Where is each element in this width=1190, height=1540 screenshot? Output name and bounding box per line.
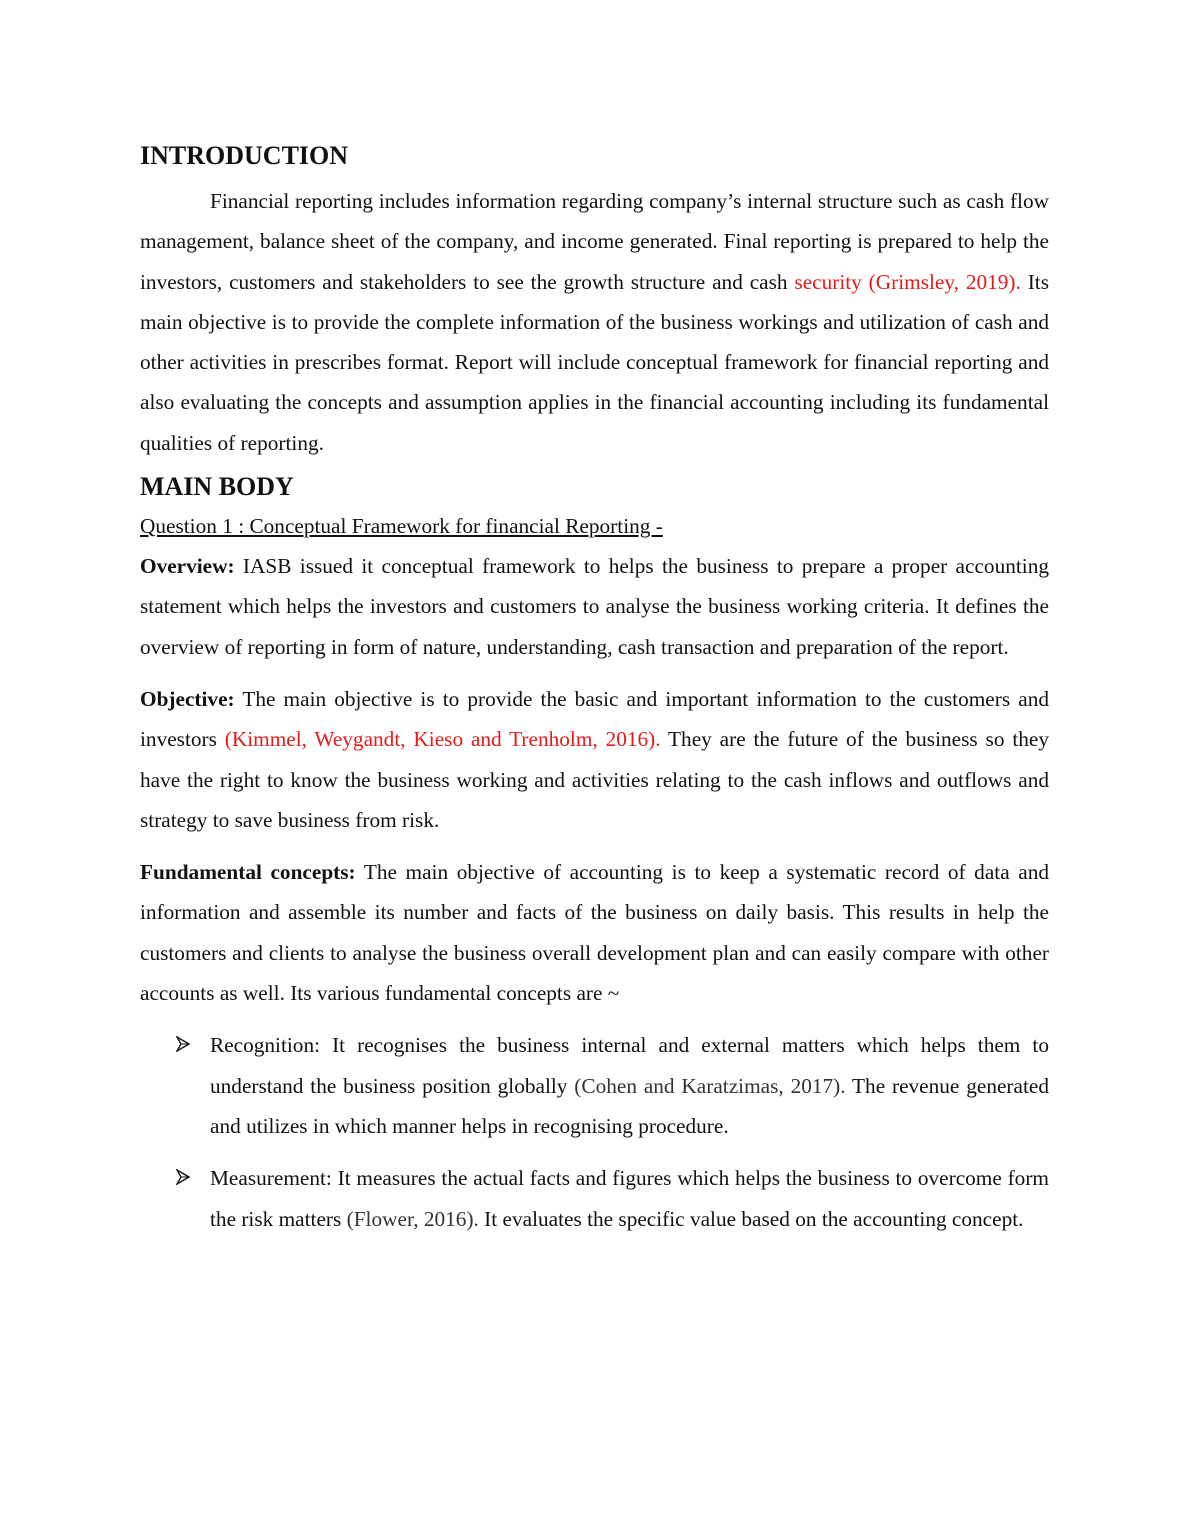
recognition-text — [210, 1025, 1049, 1146]
citation-cohen: (Cohen and Karatzimas, 2017). — [574, 1073, 846, 1098]
arrow-bullet-icon — [176, 1169, 190, 1185]
overview-text: IASB issued it conceptual framework to helps the business to prepare a proper accounting statement which helps the investors and customers to analyse the business working criteria. It defines the overview of reporting in form of nature, understanding, cash transaction and preparation of the report. — [140, 554, 1049, 659]
fundamental-concepts-paragraph — [140, 852, 1049, 1013]
measurement-text — [210, 1158, 1049, 1239]
objective-label: Objective: — [140, 686, 235, 711]
list-item-recognition — [140, 1025, 1049, 1146]
list-item-measurement — [140, 1158, 1049, 1239]
arrow-bullet-icon — [176, 1036, 190, 1052]
fundamental-label: Fundamental concepts: — [140, 860, 356, 885]
citation-grimsley: security (Grimsley, 2019). — [794, 269, 1021, 294]
concepts-list — [140, 1025, 1049, 1238]
citation-kimmel: (Kimmel, Weygandt, Kieso and Trenholm, 2016). — [224, 727, 661, 752]
intro-text-before: Financial reporting includes information regarding company’s internal structure such as cash flow management, balance sheet of the company, and income generated. Final reporting is prepared to help the investors, customers and stakeholders to see the growth structure and cash — [140, 189, 1049, 294]
recognition-text-after: The revenue generated and utilizes in which manner helps in recognising procedure. — [210, 1073, 1049, 1138]
question-title: Question 1 : Conceptual Framework for financial Reporting - — [140, 514, 663, 539]
intro-text-after: Its main objective is to provide the complete information of the business workings and utilization of cash and other activities in prescribes format. Report will include conceptual framework for financial reporting and also evaluating the concepts and assumption applies in the financial accounting including its fundamental qualities of reporting. — [140, 269, 1049, 455]
document-page — [140, 138, 1049, 1251]
introduction-paragraph — [140, 181, 1049, 463]
main-body-heading: MAIN BODY — [140, 472, 294, 502]
citation-flower: (Flower, 2016). — [346, 1206, 479, 1231]
introduction-heading: INTRODUCTION — [140, 141, 349, 170]
objective-text-before: The main objective is to provide the basic and important information to the customers and investors — [140, 686, 1049, 752]
recognition-text-before: Recognition: It recognises the business internal and external matters which helps them to understand the business position globally — [210, 1033, 1049, 1098]
overview-label: Overview: — [140, 554, 235, 579]
measurement-text-after: It evaluates the specific value based on the accounting concept. — [478, 1206, 1024, 1231]
measurement-text-before: Measurement: It measures the actual facts and figures which helps the business to overcome form the risk matters — [210, 1166, 1049, 1231]
objective-paragraph — [140, 679, 1049, 840]
objective-text-after: They are the future of the business so they have the right to know the business working and activities relating to the cash inflows and outflows and strategy to save business from risk. — [140, 727, 1049, 832]
fundamental-text: The main objective of accounting is to keep a systematic record of data and information and assemble its number and facts of the business on daily basis. This results in help the customers and clients to analyse the business overall development plan and can easily compare with other accounts as well. Its various fundamental concepts are ~ — [140, 860, 1049, 1006]
overview-paragraph — [140, 546, 1049, 667]
